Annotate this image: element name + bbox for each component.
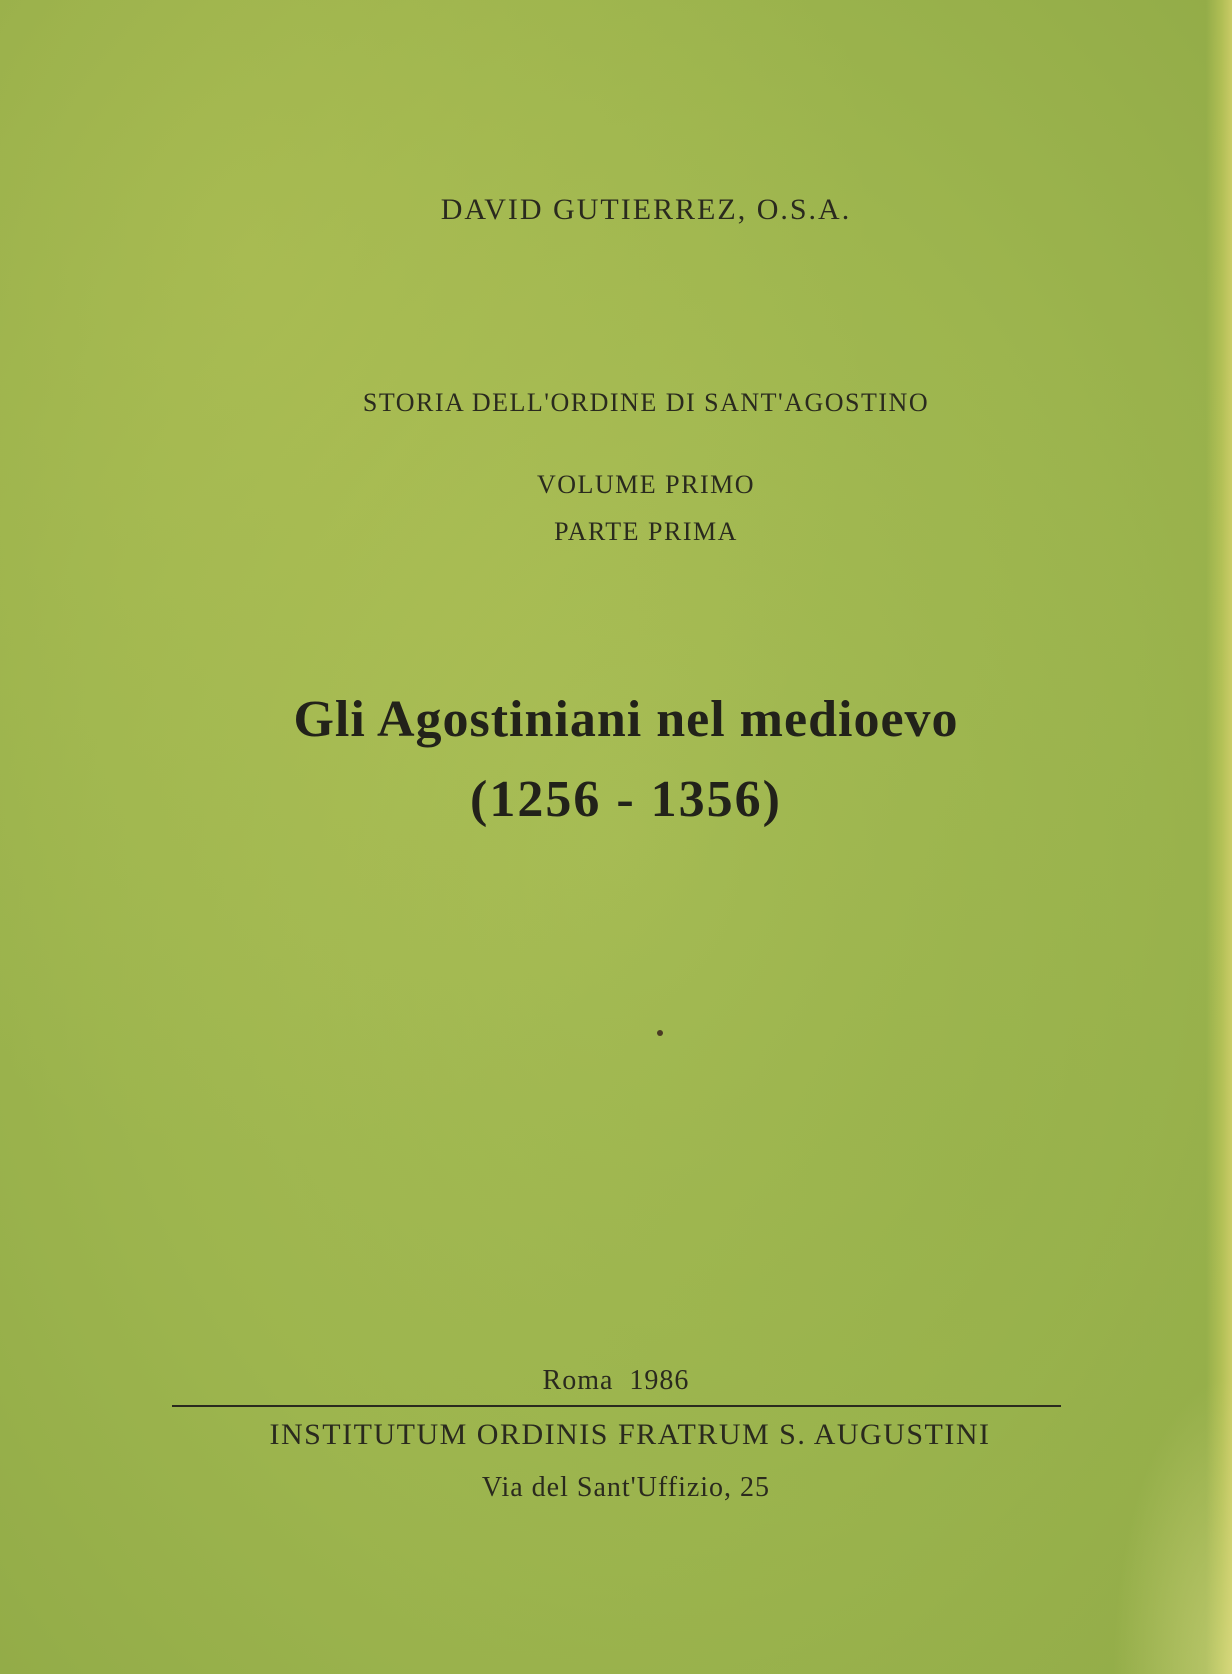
place-year: Roma 1986 [542,1365,690,1396]
book-dates: (1256 - 1356) [470,771,782,828]
series-title: STORIA DELL'ORDINE DI SANT'AGOSTINO [362,388,930,417]
ink-speck [657,1030,663,1036]
author-name: DAVID GUTIERREZ, O.S.A. [440,193,852,226]
book-title: Gli Agostiniani nel medioevo [293,691,959,748]
part-label: PARTE PRIMA [554,517,738,546]
publisher-address: Via del Sant'Uffizio, 25 [481,1472,771,1503]
publisher-name: INSTITUTUM ORDINIS FRATRUM S. AUGUSTINI [269,1418,991,1451]
divider-rule [172,1405,1061,1407]
volume-label: VOLUME PRIMO [536,470,756,499]
